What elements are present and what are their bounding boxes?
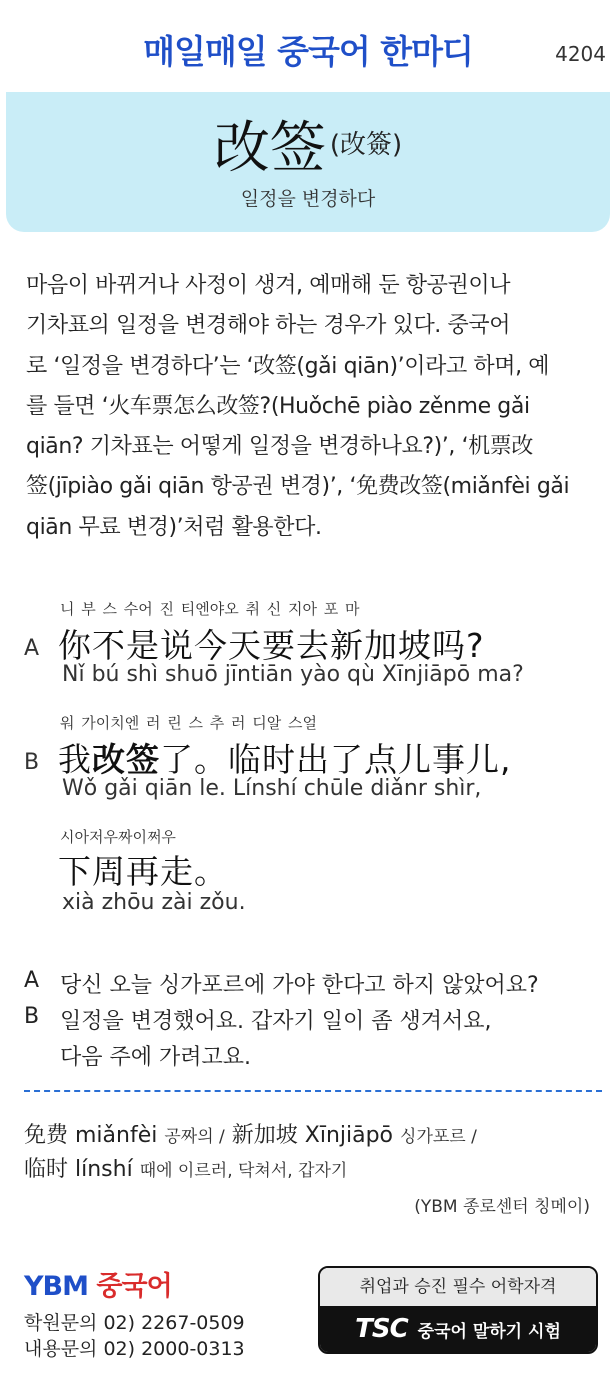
tsc-banner[interactable] [318,1266,598,1354]
dialogue-b-ruby: 워 가이치엔 러 린 스 추 러 디알 스얼 [60,714,318,732]
dialogue-a-speaker: A [24,636,40,661]
dialogue-a-pinyin: Nǐ bú shì shuō jīntiān yào qù Xīnjiāpō ma? [62,662,524,687]
term-meaning: 일정을 변경하다 [240,188,376,210]
tsc-logo: TSC [355,1314,408,1344]
term-traditional: (改簽) [329,130,403,160]
explanation-line: qiān 무료 변경)’처럼 활용한다. [26,514,322,540]
term-word: 改签 [213,116,326,181]
explanation-line: qiān? 기차표는 어떻게 일정을 변경하나요?)’, ‘机票改 [26,434,533,460]
author-credit: (YBM 종로센터 칭메이) [414,1197,590,1217]
dialogue-b-hanzi-post: 了。临时出了点儿事儿, [160,740,512,779]
vocab-word: 临时 línshí [24,1157,133,1182]
vocab-word: 免费 miǎnfèi [24,1123,158,1148]
contact-academy: 학원문의 02) 2267-0509 [24,1312,245,1334]
dialogue-a-hanzi: 你不是说今天要去新加坡吗? [58,626,485,665]
dialogue-b-pinyin: Wǒ gǎi qiān le. Línshí chūle diǎnr shìr, [62,776,482,801]
contact-content: 내용문의 02) 2000-0313 [24,1338,245,1360]
explanation-line: 로 ‘일정을 변경하다’는 ‘改签(gǎi qiān)’이라고 하며, 예 [26,353,550,379]
dialogue-b-pinyin-2: xià zhōu zài zǒu. [62,890,246,915]
explanation-line: 기차표의 일정을 변경해야 하는 경우가 있다. 중국어 [26,313,511,339]
vocab-line-2 [24,1152,347,1183]
dialogue-b-hanzi [58,734,512,781]
dialogue-b-speaker: B [24,750,40,775]
translation-b-text: 일정을 변경했어요. 갑자기 일이 좀 생겨서요, [60,1009,492,1034]
brand-text-b: 중국어 [88,1271,172,1302]
vocab-meaning: 공짜의 / [164,1127,225,1147]
dialogue-b-ruby-2: 시아저우짜이쩌우 [60,828,176,846]
vocab-word: 新加坡 Xīnjiāpō [231,1123,394,1148]
dialogue-b-hanzi-pre: 我 [58,740,92,779]
header-title: 매일매일 중국어 한마디 [143,32,473,71]
dialogue-b-hanzi-keyword: 改签 [92,740,160,779]
explanation-paragraph [26,266,594,548]
dialogue-a-ruby: 니 부 스 수어 진 티엔야오 취 신 지아 포 마 [60,600,360,618]
dashed-divider [24,1090,602,1092]
translation-b-text-2: 다음 주에 가려고요. [60,1045,251,1070]
translation-b-label: B [24,1004,40,1029]
explanation-line: 를 들면 ‘火车票怎么改签?(Huǒchē piào zěnme gǎi [26,393,530,419]
explanation-line: 签(jīpiào gǎi qiān 항공권 변경)’, ‘免费改签(miǎnfèi gǎi [26,474,570,500]
translation-a-text: 당신 오늘 싱가포르에 가야 한다고 하지 않았어요? [60,973,539,998]
tsc-tagline: 취업과 승진 필수 어학자격 [320,1268,596,1306]
vocab-line-1 [24,1118,477,1149]
tsc-subtitle: 중국어 말하기 시험 [417,1321,561,1342]
term-card [6,92,610,232]
explanation-line: 마음이 바뀌거나 사정이 생겨, 예매해 둔 항공권이나 [26,273,511,298]
dialogue-b-hanzi-2: 下周再走。 [58,852,228,891]
vocab-meaning: 싱가포르 / [400,1127,477,1147]
issue-number: 4204 [555,42,606,66]
vocab-meaning: 때에 이르러, 닥쳐서, 갑자기 [139,1161,348,1181]
brand-text-a: YBM [24,1271,88,1302]
tsc-bar [320,1306,596,1352]
term-row [6,104,610,184]
translation-a-label: A [24,968,40,993]
ybm-logo[interactable] [24,1264,172,1303]
